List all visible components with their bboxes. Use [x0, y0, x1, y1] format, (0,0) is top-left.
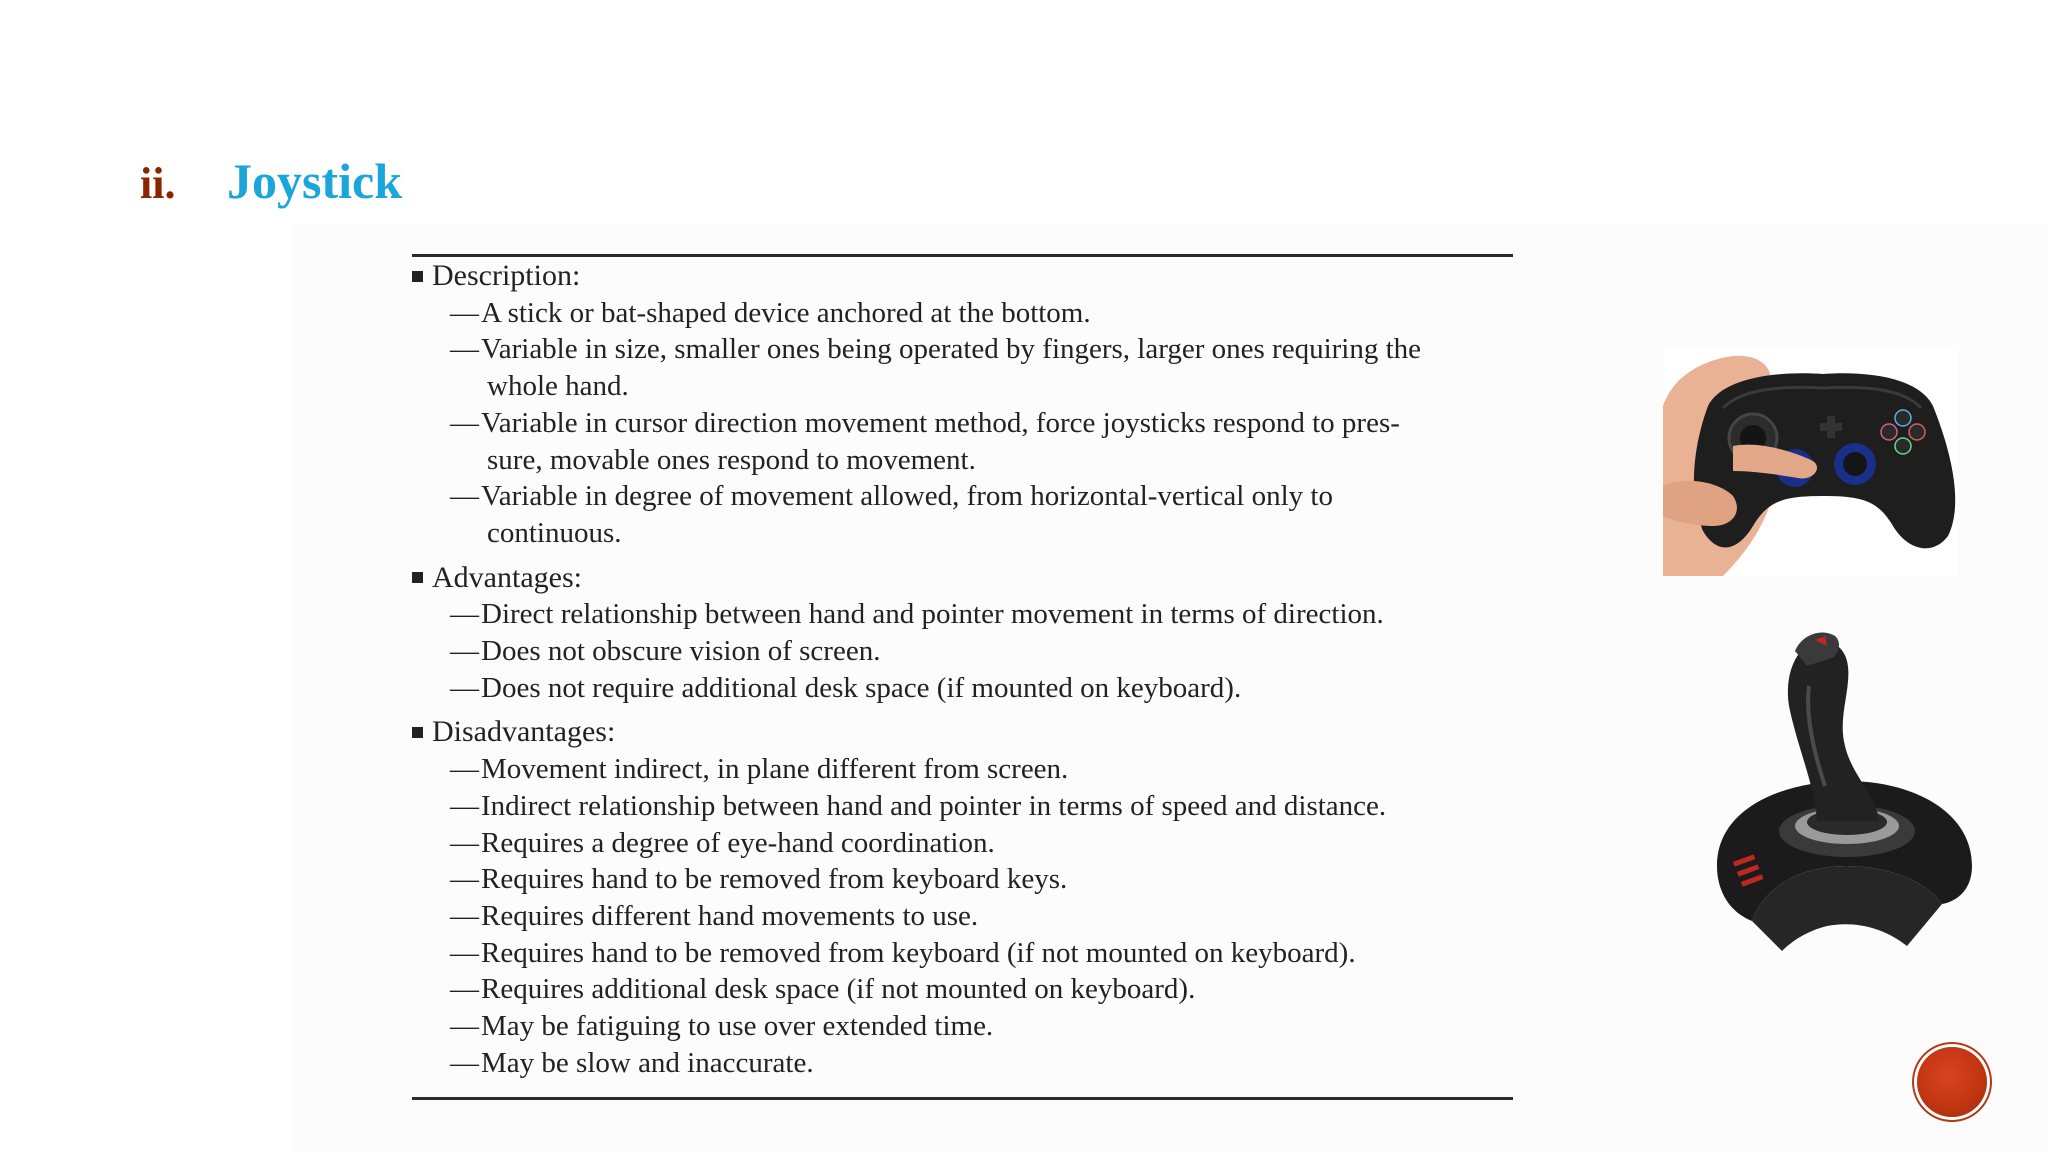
list-item-text: Variable in degree of movement allowed, from horizontal-vertical only to: [481, 480, 1333, 513]
list-item-text: A stick or bat-shaped device anchored at the bottom.: [481, 296, 1091, 329]
section-title-description: Description:: [432, 259, 581, 292]
advantages-section: [412, 560, 1522, 707]
heading-number: ii.: [140, 159, 176, 208]
dash: —: [450, 863, 479, 896]
list-item: [450, 405, 1522, 478]
dash: —: [450, 333, 479, 366]
list-item-continuation: continuous.: [487, 516, 622, 549]
dash: —: [450, 936, 479, 969]
list-item-text: Movement indirect, in plane different from screen.: [481, 753, 1069, 786]
bullet-square-icon: [412, 572, 423, 583]
list-item-text: Direct relationship between hand and pointer movement in terms of direction.: [481, 598, 1384, 631]
list-item-text: Variable in size, smaller ones being operated by fingers, larger ones requiring the: [481, 333, 1422, 366]
list-item: [450, 935, 1522, 972]
section-title-advantages: Advantages:: [432, 560, 582, 594]
dash: —: [450, 789, 479, 822]
list-item: [450, 898, 1522, 935]
list-item: [450, 971, 1522, 1008]
list-item-text: May be slow and inaccurate.: [481, 1046, 814, 1079]
list-item: [450, 295, 1522, 332]
list-item: [450, 596, 1522, 633]
list-item-text: Requires additional desk space (if not mounted on keyboard).: [481, 973, 1196, 1006]
list-item-text: Does not require additional desk space (if mounted on keyboard).: [481, 671, 1242, 704]
section-title-disadvantages: Disadvantages:: [432, 715, 616, 749]
list-item-text: Requires hand to be removed from keyboard keys.: [481, 863, 1068, 896]
list-item-text: Requires hand to be removed from keyboard (if not mounted on keyboard).: [481, 936, 1356, 969]
top-rule: [412, 254, 1513, 257]
dash: —: [450, 598, 479, 631]
list-item-text: Requires different hand movements to use.: [481, 899, 979, 932]
dash: —: [450, 671, 479, 704]
dash: —: [450, 899, 479, 932]
dash: —: [450, 826, 479, 859]
slide-title: Joystick: [227, 153, 402, 209]
bottom-rule: [412, 1097, 1513, 1100]
list-item: [450, 331, 1522, 404]
list-item: [450, 633, 1522, 670]
list-item: [450, 478, 1522, 551]
disadvantages-section: [412, 714, 1522, 1081]
dash: —: [450, 1010, 479, 1043]
list-item: [450, 1008, 1522, 1045]
dash: —: [450, 973, 479, 1006]
list-item: [450, 1045, 1522, 1082]
content-block: [412, 258, 1522, 1081]
list-item-text: Variable in cursor direction movement method, force joysticks respond to pres-: [481, 406, 1400, 439]
next-slide-button[interactable]: [1917, 1047, 1987, 1117]
gamepad-photo-icon: [1663, 346, 1958, 576]
list-item-text: May be fatiguing to use over extended time.: [481, 1010, 994, 1043]
dash: —: [450, 480, 479, 513]
flight-joystick-photo-icon: [1697, 626, 1980, 956]
dash: —: [450, 406, 479, 439]
description-section: [412, 258, 1522, 552]
dash: —: [450, 753, 479, 786]
list-item-continuation: whole hand.: [487, 370, 629, 403]
list-item: [450, 751, 1522, 788]
dash: —: [450, 1046, 479, 1079]
list-item-continuation: sure, movable ones respond to movement.: [487, 443, 976, 476]
list-item-text: Does not obscure vision of screen.: [481, 635, 881, 668]
list-item-text: Requires a degree of eye-hand coordination.: [481, 826, 995, 859]
dash: —: [450, 296, 479, 329]
list-item: [450, 861, 1522, 898]
list-item: [450, 825, 1522, 862]
dash: —: [450, 635, 479, 668]
bullet-square-icon: [412, 727, 423, 738]
list-item: [450, 670, 1522, 707]
bullet-square-icon: [412, 271, 423, 282]
list-item-text: Indirect relationship between hand and pointer in terms of speed and distance.: [481, 789, 1387, 822]
list-item: [450, 788, 1522, 825]
